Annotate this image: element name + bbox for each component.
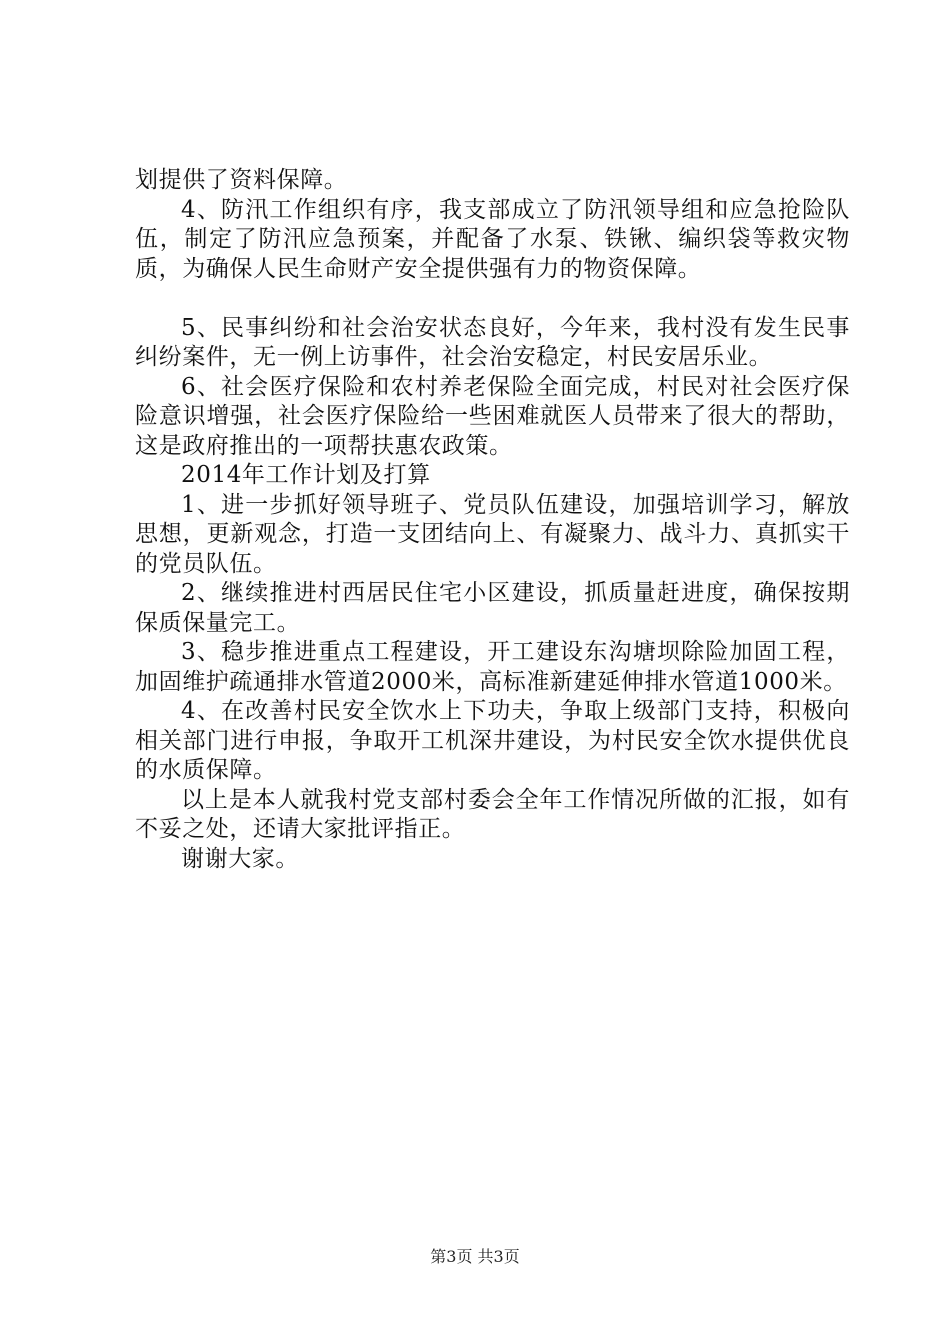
paragraph-plan-1: 1、进一步抓好领导班子、党员队伍建设，加强培训学习，解放思想，更新观念，打造一支团结向上、有凝聚力、战斗力、真抓实干的党员队伍。 bbox=[135, 491, 850, 577]
page-footer bbox=[0, 1244, 950, 1267]
paragraph-continuation: 划提供了资料保障。 bbox=[135, 167, 348, 193]
paragraph-gap bbox=[135, 284, 850, 314]
paragraph-plan-2: 2、继续推进村西居民住宅小区建设，抓质量赶进度，确保按期保质保量完工。 bbox=[135, 580, 850, 636]
paragraph-medical-insurance: 6、社会医疗保险和农村养老保险全面完成，村民对社会医疗保险意识增强，社会医疗保险给一些困难就医人员带来了很大的帮助，这是政府推出的一项帮扶惠农政策。 bbox=[135, 373, 850, 459]
document-body bbox=[135, 166, 850, 874]
section-heading-2014-plan: 2014年工作计划及打算 bbox=[181, 462, 431, 488]
paragraph-flood-control: 4、防汛工作组织有序，我支部成立了防汛领导组和应急抢险队伍，制定了防汛应急预案，并配备了水泵、铁锹、编织袋等救灾物质，为确保人民生命财产安全提供强有力的物资保障。 bbox=[135, 196, 850, 282]
paragraph-closing: 以上是本人就我村党支部村委会全年工作情况所做的汇报，如有不妥之处，还请大家批评指正。 bbox=[135, 786, 850, 842]
page-number-label: 第3页 共3页 bbox=[430, 1247, 520, 1266]
paragraph-civil-disputes: 5、民事纠纷和社会治安状态良好，今年来，我村没有发生民事纠纷案件，无一例上访事件，社会治安稳定，村民安居乐业。 bbox=[135, 314, 850, 370]
paragraph-thanks: 谢谢大家。 bbox=[181, 845, 299, 872]
paragraph-plan-4: 4、在改善村民安全饮水上下功夫，争取上级部门支持，积极向相关部门进行申报，争取开工机深井建设，为村民安全饮水提供优良的水质保障。 bbox=[135, 698, 850, 783]
paragraph-plan-3: 3、稳步推进重点工程建设，开工建设东沟塘坝除险加固工程，加固维护疏通排水管道2000米，高标准新建延伸排水管道1000米。 bbox=[135, 639, 850, 695]
